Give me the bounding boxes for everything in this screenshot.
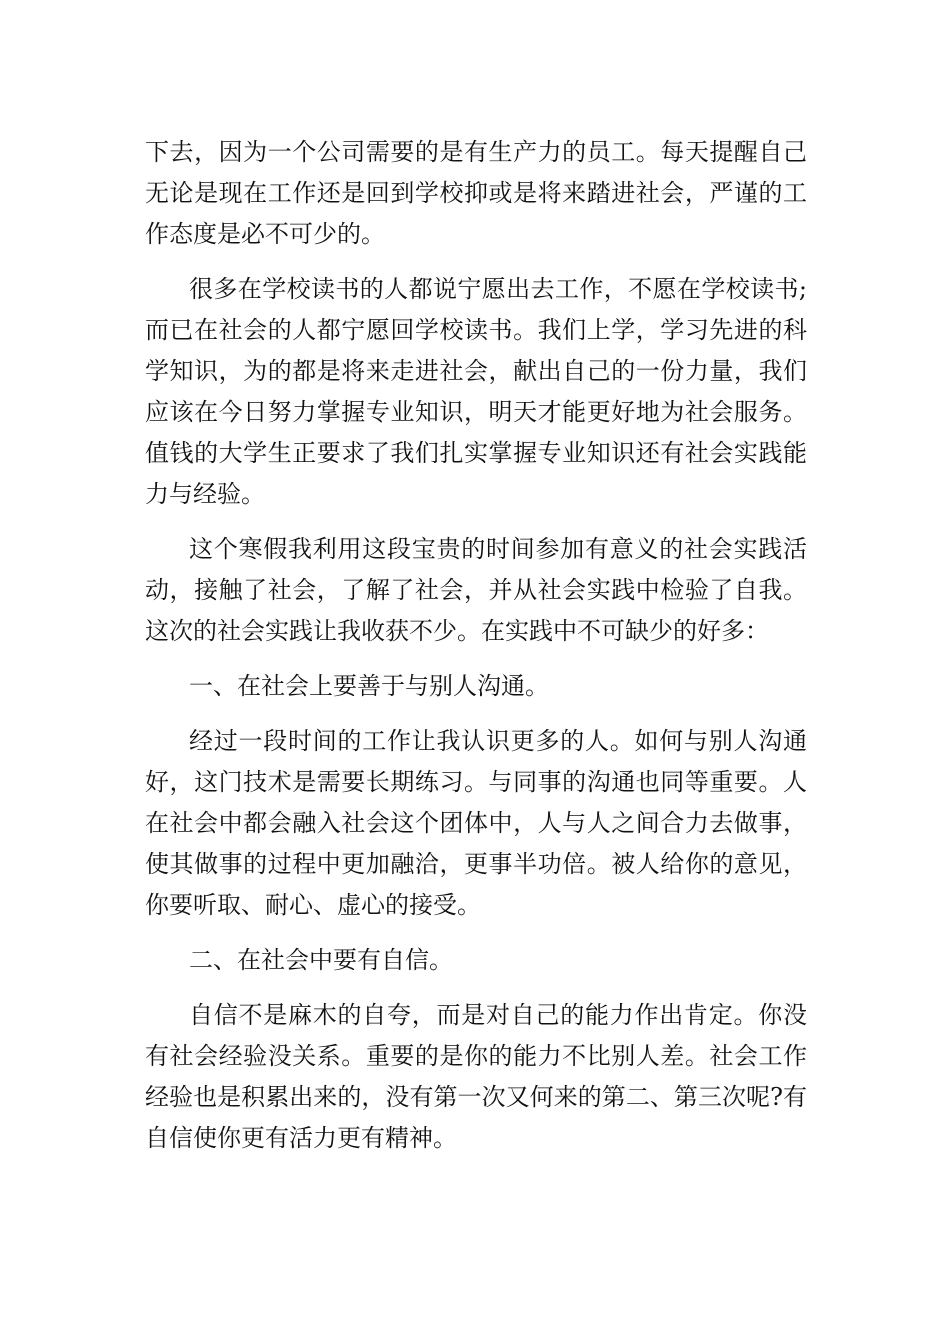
heading-confidence: 二、在社会中要有自信。 [189,946,453,974]
paragraph-study-vs-work: 很多在学校读书的人都说宁愿出去工作，不愿在学校读书;而已在社会的人都宁愿回学校读书。我们上学，学习先进的科学知识，为的都是将来走进社会，献出自己的一份力量，我们应该在今日努力掌握专业知识，明天才能更好地为社会服务。值钱的大学生正要求了我们扎实掌握专业知识还有社会实践能力与经验。 [145,275,807,508]
document-page [145,132,807,1173]
paragraph-communication: 经过一段时间的工作让我认识更多的人。如何与别人沟通好，这门技术是需要长期练习。与同事的沟通也同等重要。人在社会中都会融入社会这个团体中，人与人之间合力去做事，使其做事的过程中更加融洽，更事半功倍。被人给你的意见，你要听取、耐心、虚心的接受。 [145,727,807,919]
paragraph-continuation: 下去，因为一个公司需要的是有生产力的员工。每天提醒自己无论是现在工作还是回到学校抑或是将来踏进社会，严谨的工作态度是必不可少的。 [145,138,807,248]
paragraph-winter-practice: 这个寒假我利用这段宝贵的时间参加有意义的社会实践活动，接触了社会，了解了社会，并从社会实践中检验了自我。这次的社会实践让我收获不少。在实践中不可缺少的好多： [145,535,807,645]
heading-communication: 一、在社会上要善于与别人沟通。 [189,672,549,700]
paragraph-confidence: 自信不是麻木的自夸，而是对自己的能力作出肯定。你没有社会经验没关系。重要的是你的能力不比别人差。社会工作经验也是积累出来的，没有第一次又何来的第二、第三次呢?有自信使你更有活力更有精神。 [145,1001,807,1152]
